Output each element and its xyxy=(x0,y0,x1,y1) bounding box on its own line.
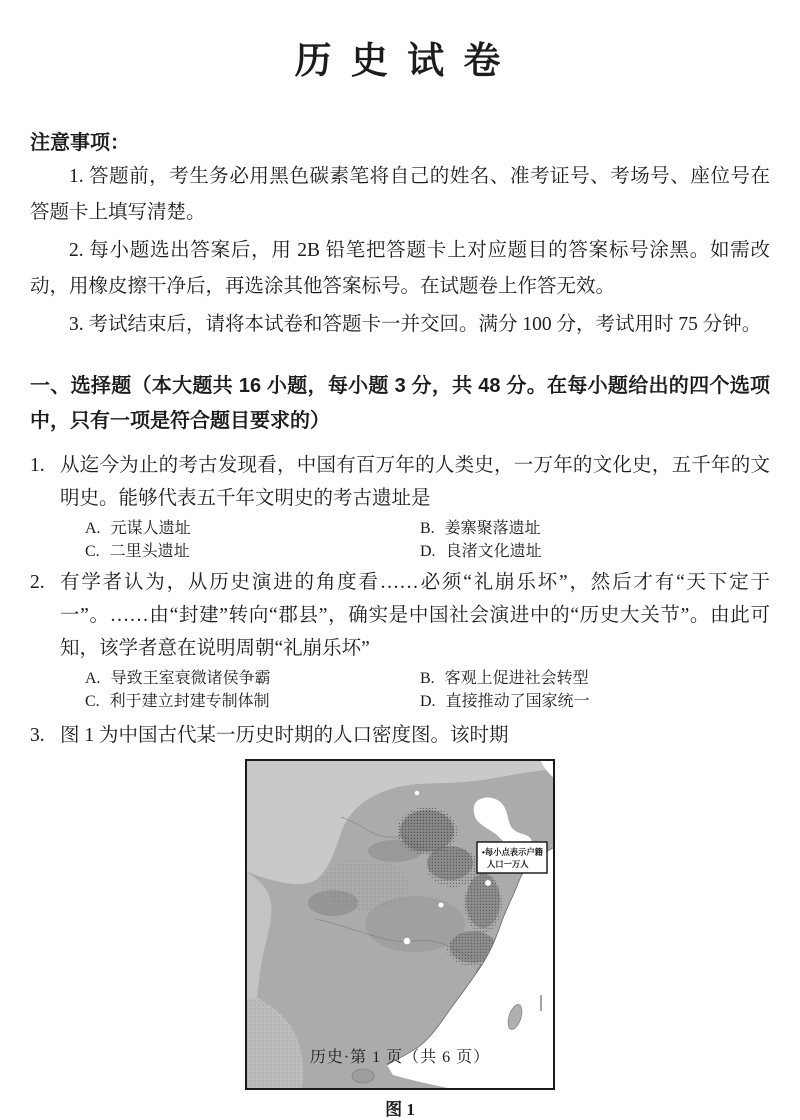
map-hainan-island xyxy=(352,1069,374,1083)
question-3-number: 3. xyxy=(30,725,45,746)
notice-item-3: 3. 考试结束后，请将本试卷和答题卡一并交回。满分 100 分，考试用时 75 分钟。 xyxy=(69,314,762,335)
map-lake-2 xyxy=(438,902,444,908)
question-1-option-a: A. 元谋人遗址 xyxy=(85,520,191,537)
page-footer: 历史·第 1 页（共 6 页） xyxy=(309,1049,491,1066)
notice-section xyxy=(30,126,770,343)
question-1-number: 1. xyxy=(30,455,45,476)
map-stipple-5 xyxy=(321,858,409,910)
map-legend-line2: 人口一万人 xyxy=(487,859,529,869)
notice-item-1: 1. 答题前，考生务必用黑色碳素笔将自己的姓名、准考证号、考场号、座位号在答题卡上填写清楚。 xyxy=(30,166,770,223)
section-heading: 一、选择题（本大题共 16 小题，每小题 3 分，共 48 分。在每小题给出的四个选项中，只有一项是符合题目要求的） xyxy=(30,375,770,432)
page-title: 历 史 试 卷 xyxy=(294,41,506,82)
question-1-option-d: D. 良渚文化遗址 xyxy=(420,543,542,560)
map-legend xyxy=(477,842,547,873)
figure-caption: 图 1 xyxy=(385,1100,415,1119)
question-2-options xyxy=(30,665,770,711)
map-lake-4 xyxy=(415,791,419,795)
question-2 xyxy=(30,566,770,665)
population-density-map xyxy=(245,759,555,1090)
question-2-option-c: C. 利于建立封建专制体制 xyxy=(85,693,270,710)
question-2-option-a: A. 导致王室衰微诸侯争霸 xyxy=(85,670,271,687)
question-1-option-b: B. 姜寨聚落遗址 xyxy=(420,520,541,537)
map-lake-3 xyxy=(485,880,491,886)
question-1-stem: 从迄今为止的考古发现看，中国有百万年的人类史，一万年的文化史，五千年的文明史。能够代表五千年文明史的考古遗址是 xyxy=(60,455,770,509)
question-1-option-c: C. 二里头遗址 xyxy=(85,543,190,560)
notice-heading: 注意事项： xyxy=(30,132,130,154)
map-lake-1 xyxy=(403,937,410,944)
question-2-stem: 有学者认为，从历史演进的角度看……必须“礼崩乐坏”，然后才有“天下定于一”。……由“封建”转向“郡县”，确实是中国社会演进中的“历史大关节”。由此可知，该学者意在说明周朝“礼崩乐坏” xyxy=(60,572,770,659)
notice-item-2: 2. 每小题选出答案后，用 2B 铅笔把答题卡上对应题目的答案标号涂黑。如需改动，用橡皮擦干净后，再选涂其他答案标号。在试题卷上作答无效。 xyxy=(30,240,770,297)
map-stipple-3 xyxy=(464,873,502,933)
question-2-option-d: D. 直接推动了国家统一 xyxy=(420,693,590,710)
question-3 xyxy=(30,719,770,752)
question-3-stem: 图 1 为中国古代某一历史时期的人口密度图。该时期 xyxy=(60,725,509,746)
question-2-number: 2. xyxy=(30,572,45,593)
question-1-options xyxy=(30,515,770,561)
question-2-option-b: B. 客观上促进社会转型 xyxy=(420,670,589,687)
question-1 xyxy=(30,449,770,515)
map-legend-line1: •每小点表示户籍 xyxy=(482,847,543,857)
